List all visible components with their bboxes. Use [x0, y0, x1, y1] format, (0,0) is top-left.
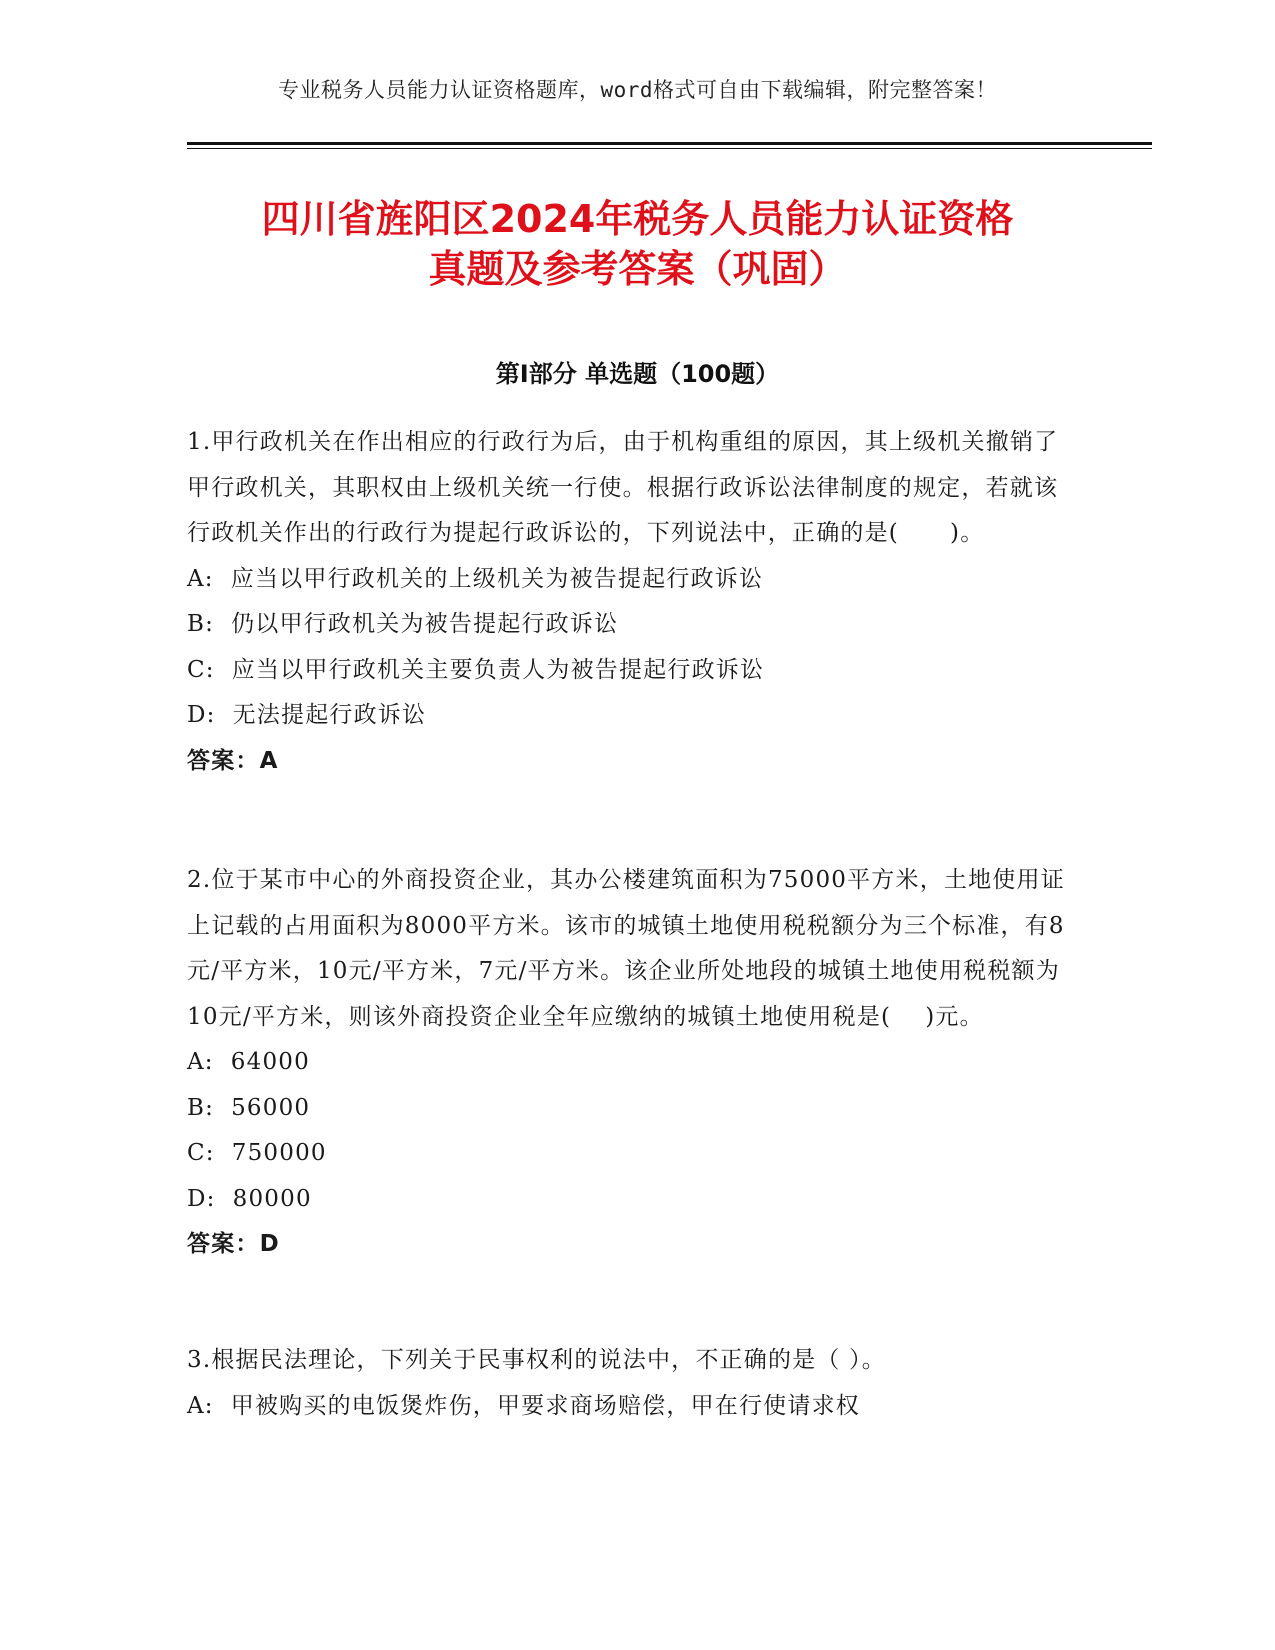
question-stem: 3.根据民法理论，下列关于民事权利的说法中，不正确的是（ ）。 [187, 1347, 886, 1373]
question-option-a: A: 应当以甲行政机关的上级机关为被告提起行政诉讼 [187, 565, 764, 592]
header-rule-thick [187, 142, 1152, 145]
document-title-line1: 四川省旌阳区2024年税务人员能力认证资格 [261, 197, 1014, 241]
question-stem: 2.位于某市中心的外商投资企业，其办公楼建筑面积为75000平方米，土地使用证上记载的占用面积为8000平方米。该市的城镇土地使用税税额分为三个标准，有8元/平方米，10元/平方米，7元/平方米。该企业所处地段的城镇土地使用税税额为10元/平方米，则该外商投资企业全年应缴纳的城镇土地使用税是( )元。 [187, 867, 1065, 1030]
question-option-d: D: 80000 [187, 1185, 312, 1212]
question-stem: 1.甲行政机关在作出相应的行政行为后，由于机构重组的原因，其上级机关撤销了甲行政机关，其职权由上级机关统一行使。根据行政诉讼法律制度的规定，若就该行政机关作出的行政行为提起行政诉讼的，下列说法中，正确的是( )。 [187, 429, 1059, 546]
question-option-d: D: 无法提起行政诉讼 [187, 702, 427, 728]
document-title [150, 194, 1125, 294]
header-note: 专业税务人员能力认证资格题库，word格式可自由下载编辑，附完整答案！ [277, 78, 998, 102]
question-3 [187, 1338, 1067, 1429]
question-answer: 答案：A [187, 747, 279, 774]
question-option-b: B: 仍以甲行政机关为被告提起行政诉讼 [187, 611, 619, 637]
question-option-c: C: 应当以甲行政机关主要负责人为被告提起行政诉讼 [187, 656, 765, 683]
question-option-b: B: 56000 [187, 1094, 311, 1121]
question-option-a: A: 甲被购买的电饭煲炸伤，甲要求商场赔偿，甲在行使请求权 [187, 1392, 860, 1419]
question-answer: 答案：D [187, 1231, 280, 1257]
section-title: 第Ⅰ部分 单选题（100题） [495, 360, 780, 388]
header-rule-thin [187, 148, 1152, 149]
question-option-a: A: 64000 [187, 1049, 310, 1075]
document-title-line2: 真题及参考答案（巩固） [428, 247, 847, 291]
question-1 [187, 420, 1067, 784]
question-2 [187, 858, 1067, 1268]
question-option-c: C: 750000 [187, 1140, 327, 1166]
